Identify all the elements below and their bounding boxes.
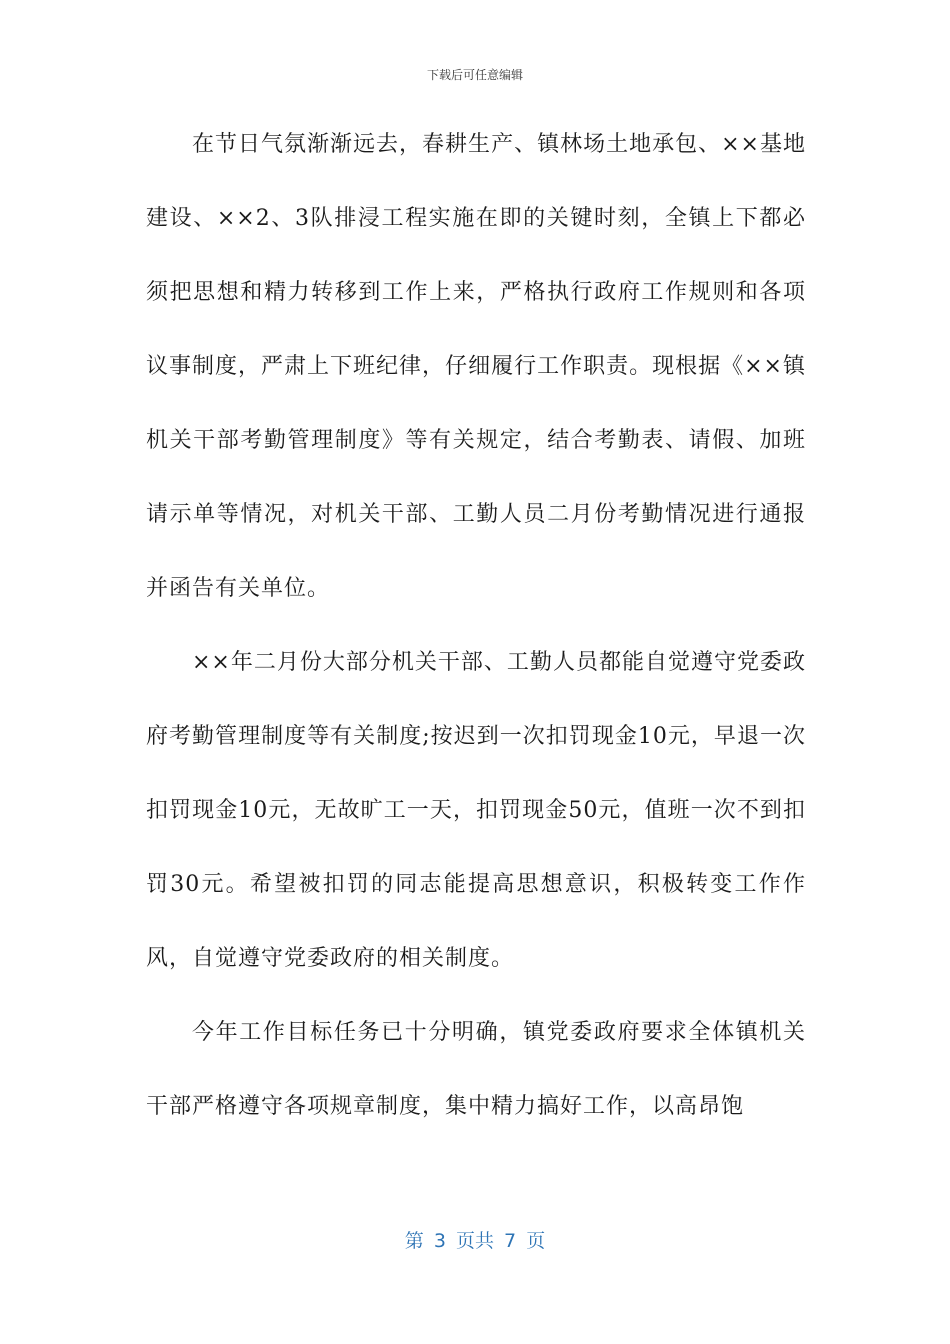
header-note: 下载后可任意编辑: [426, 68, 523, 82]
footer-suffix: 页: [526, 1230, 546, 1252]
page-footer: [0, 1226, 950, 1253]
document-body: [146, 108, 806, 1144]
paragraph-1: 在节日气氛渐渐远去，春耕生产、镇林场土地承包、××基地建设、××2、3队排浸工程实施在即的关键时刻，全镇上下都必须把思想和精力转移到工作上来，严格执行政府工作规则和各项议事制度，严肃上下班纪律，仔细履行工作职责。现根据《××镇机关干部考勤管理制度》等有关规定，结合考勤表、请假、加班请示单等情况，对机关干部、工勤人员二月份考勤情况进行通报并函告有关单位。: [146, 132, 806, 601]
paragraph-3: 今年工作目标任务已十分明确，镇党委政府要求全体镇机关干部严格遵守各项规章制度，集中精力搞好工作，以高昂饱: [146, 1020, 806, 1119]
footer-middle: 页共: [455, 1230, 494, 1252]
footer-prefix: 第: [404, 1230, 424, 1252]
footer-current-page: 3: [433, 1230, 446, 1252]
paragraph-2: ××年二月份大部分机关干部、工勤人员都能自觉遵守党委政府考勤管理制度等有关制度;按迟到一次扣罚现金10元，早退一次扣罚现金10元，无故旷工一天，扣罚现金50元，值班一次不到扣罚30元。希望被扣罚的同志能提高思想意识，积极转变工作作风，自觉遵守党委政府的相关制度。: [146, 650, 806, 971]
footer-total-pages: 7: [504, 1230, 517, 1252]
